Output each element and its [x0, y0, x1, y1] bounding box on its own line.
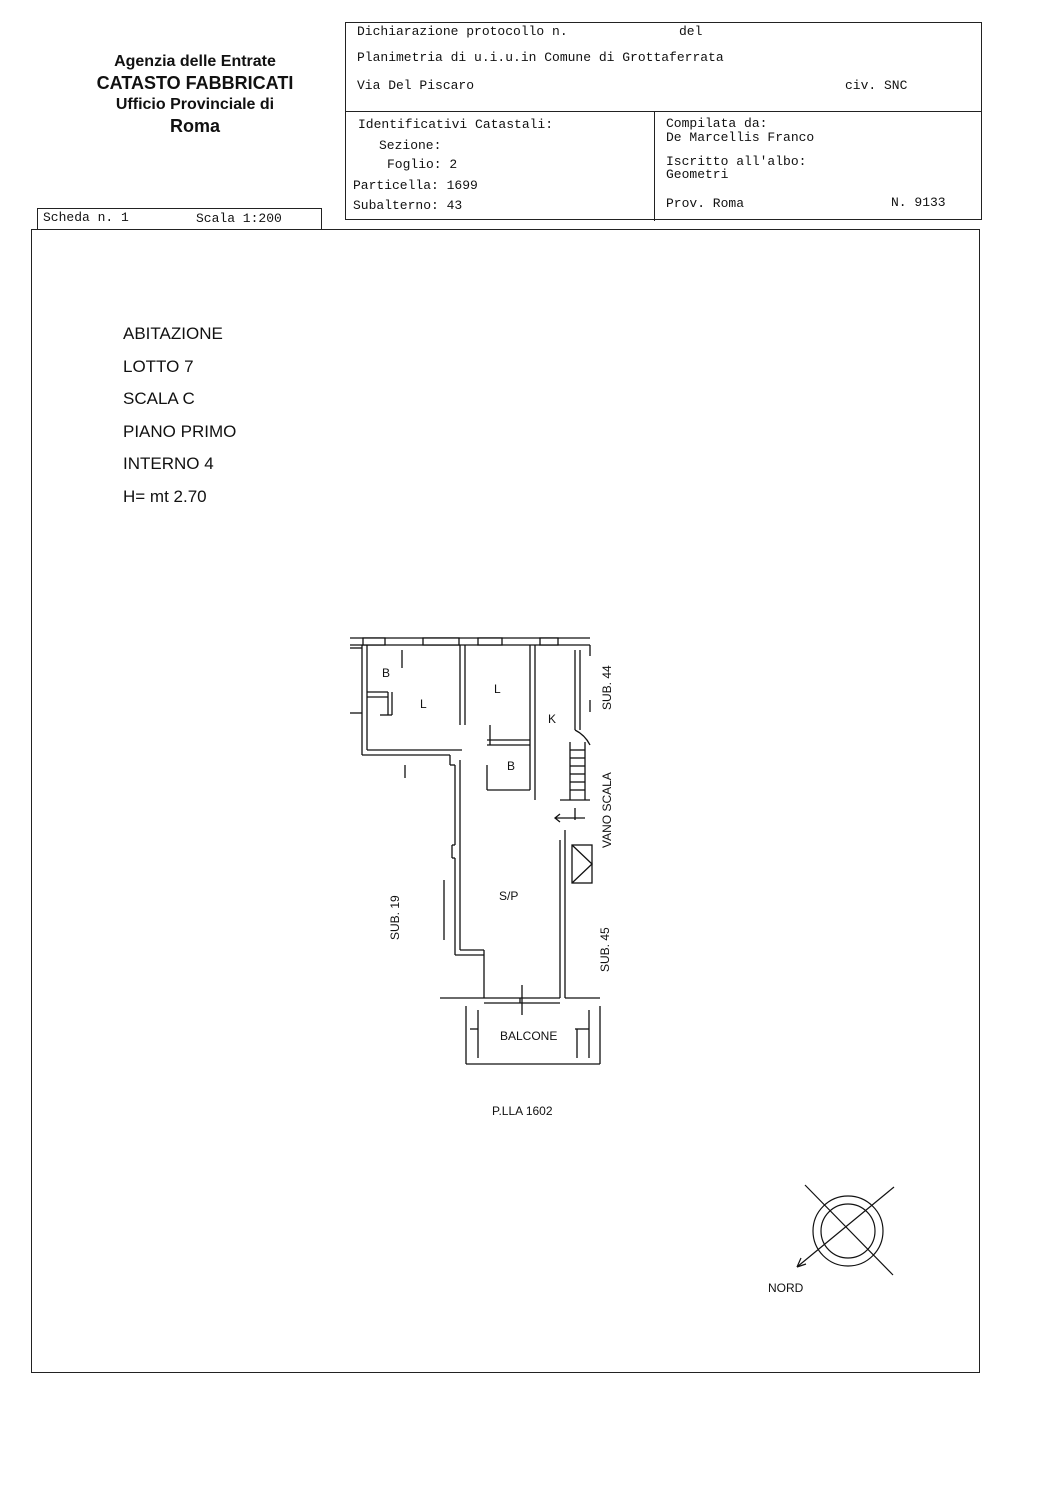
office-city: Roma: [169, 115, 220, 136]
province: Prov. Roma: [666, 196, 745, 211]
plan-walls: [350, 638, 600, 1064]
stairwell-label: VANO SCALA: [600, 772, 614, 848]
foglio: Foglio: 2: [387, 157, 458, 172]
north-arrow-icon: [797, 1185, 894, 1275]
parcel-label: P.LLA 1602: [492, 1104, 553, 1118]
room-label-living-area: S/P: [499, 889, 519, 903]
sub-44-label: SUB. 44: [600, 665, 614, 710]
particella: Particella: 1699: [353, 178, 478, 193]
civic-number: civ. SNC: [845, 78, 908, 93]
compiler-label: Compilata da:: [666, 116, 768, 131]
room-label-living-2: L: [494, 682, 501, 696]
sheet-number: Scheda n. 1: [43, 210, 129, 225]
albo-value: Geometri: [666, 167, 729, 182]
desc-line-lot: LOTTO 7: [123, 356, 194, 376]
room-label-kitchen: K: [548, 712, 557, 726]
sub-45-label: SUB. 45: [598, 927, 612, 972]
subalterno: Subalterno: 43: [353, 198, 463, 213]
room-label-bath-1: B: [382, 666, 391, 680]
desc-line-stair: SCALA C: [123, 389, 195, 408]
desc-line-height: H= mt 2.70: [123, 486, 207, 506]
registration-number: N. 9133: [891, 195, 946, 210]
plan-municipality-line: Planimetria di u.i.u.in Comune di Grottaferrata: [357, 50, 724, 65]
balcony-label: BALCONE: [500, 1029, 558, 1043]
north-label: NORD: [768, 1281, 804, 1295]
protocol-label: Dichiarazione protocollo n.: [357, 24, 568, 39]
compiler-name: De Marcellis Franco: [666, 130, 815, 145]
albo-label: Iscritto all'albo:: [666, 154, 807, 169]
agency-name: Agenzia delle Entrate: [114, 53, 276, 70]
address: Via Del Piscaro: [357, 78, 475, 93]
sub-19-label: SUB. 19: [388, 895, 402, 940]
room-label-living-1: L: [420, 697, 427, 711]
del-label: del: [679, 24, 703, 39]
office-label: Ufficio Provinciale di: [115, 95, 275, 113]
sezione: Sezione:: [379, 138, 442, 153]
room-label-bath-2: B: [507, 759, 516, 773]
desc-line-interior: INTERNO 4: [123, 454, 214, 473]
sheet-scale: Scala 1:200: [196, 211, 282, 226]
desc-line-floor: PIANO PRIMO: [123, 421, 237, 441]
desc-line-use: ABITAZIONE: [123, 324, 223, 343]
catasto-title: CATASTO FABBRICATI: [96, 73, 294, 93]
identifiers-title: Identificativi Catastali:: [358, 117, 554, 132]
